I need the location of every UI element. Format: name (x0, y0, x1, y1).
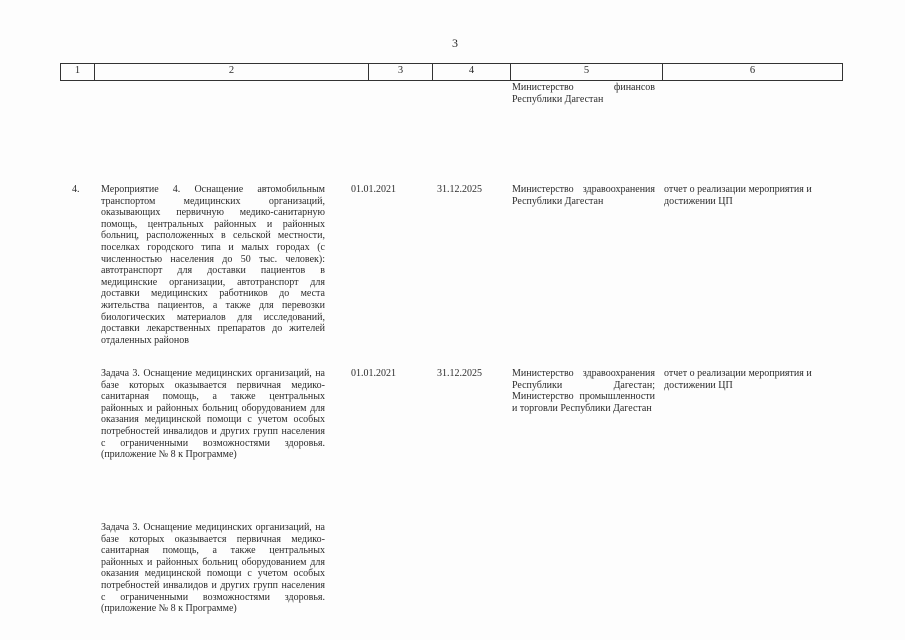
row-start-date: 01.01.2021 (351, 368, 396, 379)
row-executor: Министерство здравоохранения Республики Дагестан (512, 184, 655, 207)
row-description: Задача 3. Оснащение медицинских организаций, на базе которых оказывается первичная медико-санитарная помощь, а также центральных районных и районных больниц оборудованием для оказания медицинской помощи с учетом особых потребностей инвалидов и других групп населения с ограниченными возможностями здоровья. (приложение № 8 к Программе) (101, 368, 325, 461)
row-start-date: 01.01.2021 (351, 184, 396, 195)
row-end-date: 31.12.2025 (437, 368, 482, 379)
row-number: 4. (72, 184, 80, 195)
row-result: отчет о реализации мероприятия и достижении ЦП (664, 184, 812, 207)
column-header-2: 2 (94, 64, 368, 80)
row-end-date: 31.12.2025 (437, 184, 482, 195)
row-result: отчет о реализации мероприятия и достижении ЦП (664, 368, 812, 391)
row-executor: Министерство здравоохранения Республики Дагестан; Министерство промышленности и торговли Республики Дагестан (512, 368, 655, 414)
column-header-6: 6 (662, 64, 843, 80)
column-header-1: 1 (60, 64, 94, 80)
page-number: 3 (452, 36, 458, 50)
task-heading: Задача 3. Оснащение медицинских организаций, на базе которых оказывается первичная медико-санитарная помощь, а также центральных районных и районных больниц оборудованием для оказания медицинской помощи с учетом особых потребностей инвалидов и других групп населения с ограниченными возможностями здоровья. (приложение № 8 к Программе) (101, 522, 325, 615)
row-description: Мероприятие 4. Оснащение автомобильным транспортом медицинских организаций, оказывающих первичную медико-санитарную помощь, центральных районных и районных больниц, расположенных в сельской местности, поселках городского типа и малых городах (с численностью населения до 50 тыс. человек): автотранспорт для доставки пациентов в медицинские организации, автотранспорт для доставки медицинских работников до места жительства пациентов, а также для перевозки биологических материалов для исследований, доставки лекарственных препаратов до жителей отдаленных районов (101, 184, 325, 346)
continuation-executor-cell: Министерство финансов Республики Дагестан (512, 82, 655, 105)
column-header-3: 3 (368, 64, 432, 80)
table-header-row (60, 63, 843, 81)
column-header-5: 5 (510, 64, 662, 80)
column-header-4: 4 (432, 64, 510, 80)
